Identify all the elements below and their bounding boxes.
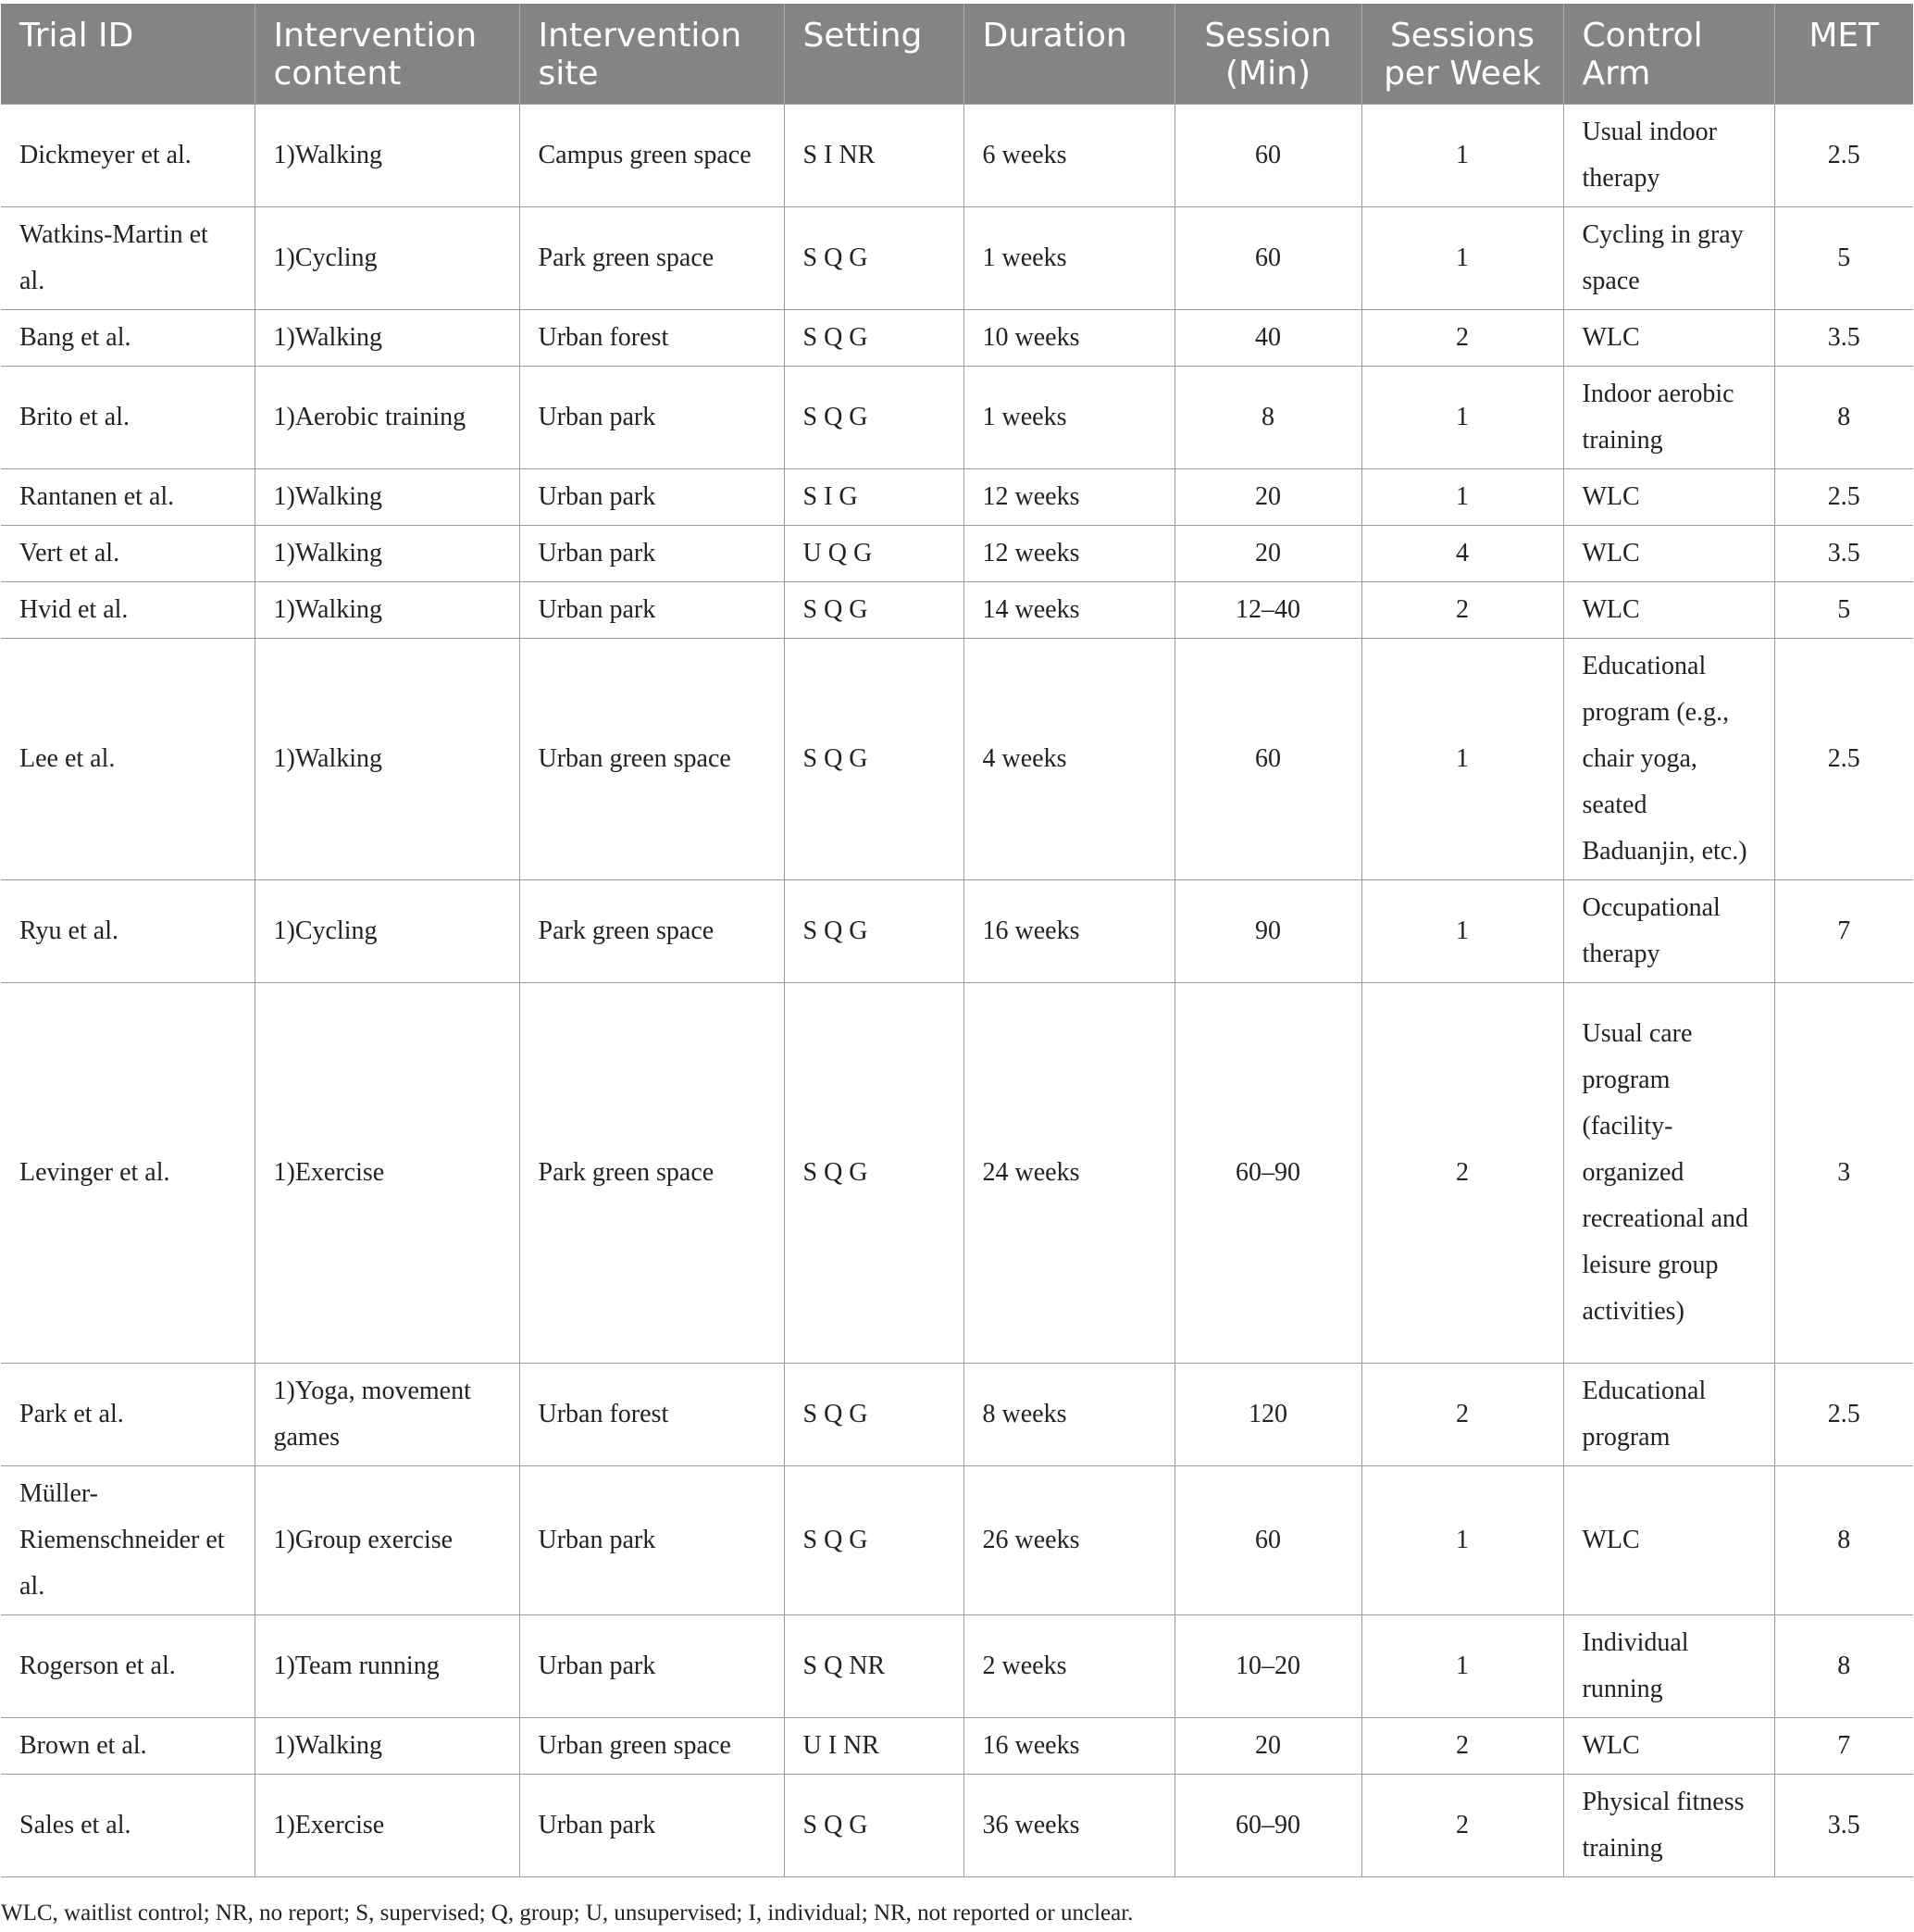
cell-intervention-site: Park green space [519,880,784,983]
cell-session-min: 12–40 [1174,582,1361,639]
cell-intervention-site: Urban park [519,367,784,469]
header-sessions-per-week: Sessions per Week [1361,4,1563,105]
cell-sessions-per-week: 4 [1361,526,1563,582]
cell-setting: U I NR [784,1718,963,1775]
cell-intervention-content: 1)Walking [255,105,519,207]
cell-setting: S Q G [784,1466,963,1615]
cell-trial-id: Vert et al. [1,526,255,582]
cell-met: 3 [1774,983,1913,1364]
table-row [1,639,1913,880]
cell-trial-id: Levinger et al. [1,983,255,1364]
cell-duration: 24 weeks [963,983,1174,1364]
table-row [1,582,1913,639]
cell-duration: 1 weeks [963,367,1174,469]
cell-duration: 4 weeks [963,639,1174,880]
cell-session-min: 60 [1174,639,1361,880]
cell-control-arm: Physical fitness training [1563,1775,1774,1877]
cell-setting: U Q G [784,526,963,582]
header-duration: Duration [963,4,1174,105]
table-row [1,310,1913,367]
cell-trial-id: Park et al. [1,1364,255,1466]
table-row [1,1364,1913,1466]
cell-intervention-content: 1)Aerobic training [255,367,519,469]
cell-trial-id: Hvid et al. [1,582,255,639]
header-row [1,4,1913,105]
cell-trial-id: Rogerson et al. [1,1615,255,1718]
cell-met: 7 [1774,1718,1913,1775]
table-row [1,469,1913,526]
header-intervention-site: Intervention site [519,4,784,105]
cell-trial-id: Rantanen et al. [1,469,255,526]
cell-sessions-per-week: 1 [1361,469,1563,526]
cell-setting: S Q G [784,310,963,367]
cell-intervention-content: 1)Cycling [255,207,519,310]
header-met: MET [1774,4,1913,105]
header-control-arm: Control Arm [1563,4,1774,105]
cell-met: 2.5 [1774,105,1913,207]
cell-intervention-site: Park green space [519,207,784,310]
cell-intervention-site: Urban park [519,1615,784,1718]
table-row [1,880,1913,983]
cell-sessions-per-week: 2 [1361,1718,1563,1775]
cell-session-min: 60 [1174,1466,1361,1615]
cell-session-min: 40 [1174,310,1361,367]
cell-session-min: 60–90 [1174,983,1361,1364]
cell-control-arm: WLC [1563,582,1774,639]
cell-met: 3.5 [1774,526,1913,582]
cell-control-arm: WLC [1563,1718,1774,1775]
table-footnote: WLC, waitlist control; NR, no report; S, supervised; Q, group; U, unsupervised; I, individual; NR, not reported or unclear. [1,1901,1134,1926]
cell-setting: S Q G [784,1775,963,1877]
cell-duration: 12 weeks [963,526,1174,582]
cell-met: 7 [1774,880,1913,983]
cell-intervention-content: 1)Walking [255,469,519,526]
table-row [1,1466,1913,1615]
cell-intervention-content: 1)Walking [255,1718,519,1775]
cell-intervention-site: Urban park [519,469,784,526]
cell-intervention-site: Urban forest [519,1364,784,1466]
cell-setting: S Q G [784,582,963,639]
cell-sessions-per-week: 1 [1361,880,1563,983]
table-row [1,1615,1913,1718]
cell-setting: S Q G [784,1364,963,1466]
cell-met: 5 [1774,207,1913,310]
cell-trial-id: Watkins-Martin et al. [1,207,255,310]
cell-intervention-content: 1)Exercise [255,1775,519,1877]
cell-session-min: 20 [1174,469,1361,526]
cell-trial-id: Brito et al. [1,367,255,469]
cell-setting: S I NR [784,105,963,207]
cell-duration: 26 weeks [963,1466,1174,1615]
cell-duration: 8 weeks [963,1364,1174,1466]
cell-intervention-site: Urban green space [519,639,784,880]
cell-control-arm: Educational program [1563,1364,1774,1466]
cell-duration: 10 weeks [963,310,1174,367]
cell-trial-id: Müller-Riemenschneider et al. [1,1466,255,1615]
cell-trial-id: Brown et al. [1,1718,255,1775]
cell-control-arm: Educational program (e.g., chair yoga, seated Baduanjin, etc.) [1563,639,1774,880]
cell-intervention-content: 1)Exercise [255,983,519,1364]
cell-sessions-per-week: 1 [1361,207,1563,310]
cell-intervention-content: 1)Group exercise [255,1466,519,1615]
cell-sessions-per-week: 1 [1361,1466,1563,1615]
cell-control-arm: WLC [1563,310,1774,367]
cell-trial-id: Lee et al. [1,639,255,880]
cell-met: 3.5 [1774,1775,1913,1877]
cell-control-arm: Indoor aerobic training [1563,367,1774,469]
cell-duration: 1 weeks [963,207,1174,310]
cell-trial-id: Sales et al. [1,1775,255,1877]
cell-intervention-site: Campus green space [519,105,784,207]
table-row [1,1718,1913,1775]
cell-setting: S I G [784,469,963,526]
cell-session-min: 120 [1174,1364,1361,1466]
cell-intervention-content: 1)Cycling [255,880,519,983]
table-row [1,983,1913,1364]
cell-setting: S Q G [784,639,963,880]
cell-intervention-content: 1)Walking [255,310,519,367]
cell-sessions-per-week: 2 [1361,310,1563,367]
table-body [1,105,1913,1877]
cell-trial-id: Dickmeyer et al. [1,105,255,207]
cell-control-arm: WLC [1563,1466,1774,1615]
cell-control-arm: Individual running [1563,1615,1774,1718]
cell-sessions-per-week: 1 [1361,367,1563,469]
cell-duration: 6 weeks [963,105,1174,207]
cell-duration: 36 weeks [963,1775,1174,1877]
cell-intervention-content: 1)Walking [255,639,519,880]
cell-duration: 12 weeks [963,469,1174,526]
cell-setting: S Q G [784,880,963,983]
table-row [1,526,1913,582]
cell-intervention-site: Park green space [519,983,784,1364]
cell-sessions-per-week: 1 [1361,105,1563,207]
cell-met: 8 [1774,1466,1913,1615]
cell-intervention-site: Urban park [519,1466,784,1615]
table-row [1,1775,1913,1877]
cell-control-arm: WLC [1563,469,1774,526]
trials-table [1,4,1913,1877]
cell-session-min: 8 [1174,367,1361,469]
cell-sessions-per-week: 2 [1361,1364,1563,1466]
cell-met: 5 [1774,582,1913,639]
table-container [1,4,1913,1877]
cell-session-min: 20 [1174,526,1361,582]
cell-met: 3.5 [1774,310,1913,367]
cell-sessions-per-week: 2 [1361,1775,1563,1877]
table-row [1,105,1913,207]
header-intervention-content: Intervention content [255,4,519,105]
cell-sessions-per-week: 2 [1361,983,1563,1364]
cell-setting: S Q NR [784,1615,963,1718]
cell-control-arm: Usual care program (facility-organized recreational and leisure group activities) [1563,983,1774,1364]
cell-duration: 16 weeks [963,880,1174,983]
cell-met: 2.5 [1774,1364,1913,1466]
cell-control-arm: WLC [1563,526,1774,582]
cell-intervention-content: 1)Team running [255,1615,519,1718]
cell-control-arm: Cycling in gray space [1563,207,1774,310]
cell-session-min: 60 [1174,207,1361,310]
cell-control-arm: Usual indoor therapy [1563,105,1774,207]
cell-session-min: 60 [1174,105,1361,207]
cell-duration: 2 weeks [963,1615,1174,1718]
cell-intervention-content: 1)Yoga, movement games [255,1364,519,1466]
cell-session-min: 60–90 [1174,1775,1361,1877]
cell-control-arm: Occupational therapy [1563,880,1774,983]
table-row [1,207,1913,310]
cell-setting: S Q G [784,207,963,310]
cell-intervention-site: Urban park [519,1775,784,1877]
table-row [1,367,1913,469]
cell-met: 2.5 [1774,639,1913,880]
cell-intervention-site: Urban forest [519,310,784,367]
cell-met: 2.5 [1774,469,1913,526]
cell-trial-id: Bang et al. [1,310,255,367]
cell-met: 8 [1774,367,1913,469]
cell-duration: 14 weeks [963,582,1174,639]
cell-sessions-per-week: 1 [1361,1615,1563,1718]
cell-met: 8 [1774,1615,1913,1718]
cell-session-min: 90 [1174,880,1361,983]
cell-intervention-site: Urban park [519,526,784,582]
cell-session-min: 10–20 [1174,1615,1361,1718]
cell-intervention-content: 1)Walking [255,526,519,582]
header-trial-id: Trial ID [1,4,255,105]
cell-sessions-per-week: 1 [1361,639,1563,880]
cell-duration: 16 weeks [963,1718,1174,1775]
cell-sessions-per-week: 2 [1361,582,1563,639]
cell-intervention-site: Urban park [519,582,784,639]
cell-trial-id: Ryu et al. [1,880,255,983]
header-setting: Setting [784,4,963,105]
cell-setting: S Q G [784,367,963,469]
cell-session-min: 20 [1174,1718,1361,1775]
cell-setting: S Q G [784,983,963,1364]
header-session-min: Session (Min) [1174,4,1361,105]
cell-intervention-content: 1)Walking [255,582,519,639]
cell-intervention-site: Urban green space [519,1718,784,1775]
